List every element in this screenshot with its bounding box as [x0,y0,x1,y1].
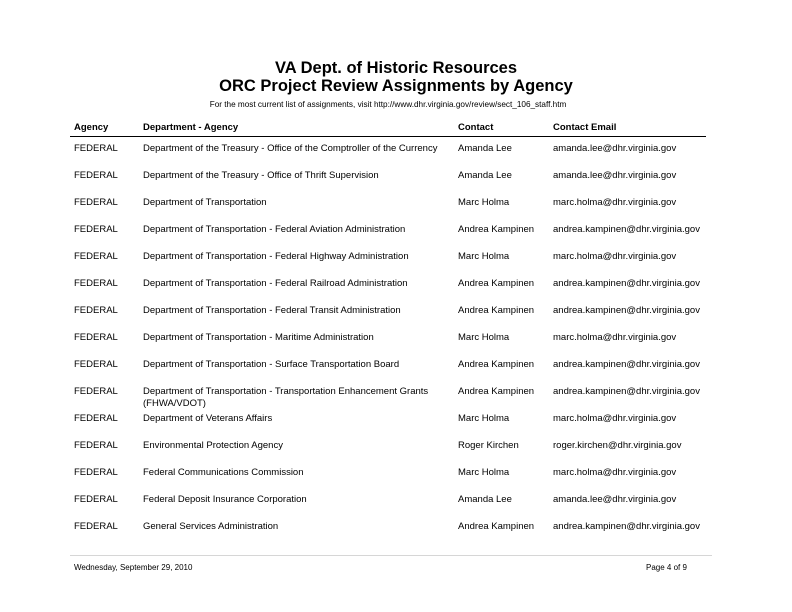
row-department: Department of the Treasury - Office of Thrift Supervision [143,170,379,181]
row-email: marc.holma@dhr.virginia.gov [553,467,677,478]
row-email: andrea.kampinen@dhr.virginia.gov [553,305,700,316]
footer-divider [70,555,712,556]
column-header-contact: Contact [458,122,494,133]
row-department: Federal Deposit Insurance Corporation [143,494,307,505]
row-agency: FEDERAL [74,305,118,316]
row-department: Department of Transportation - Surface Transportation Board [143,359,400,370]
column-header-agency: Agency [74,122,109,133]
row-contact: Andrea Kampinen [458,521,535,532]
header-divider [70,136,706,137]
row-contact: Andrea Kampinen [458,305,535,316]
row-contact: Andrea Kampinen [458,224,535,235]
row-agency: FEDERAL [74,332,118,343]
row-email: marc.holma@dhr.virginia.gov [553,197,677,208]
row-email: amanda.lee@dhr.virginia.gov [553,494,677,505]
row-contact: Marc Holma [458,332,510,343]
row-department: Department of Transportation - Federal Aviation Administration [143,224,406,235]
row-agency: FEDERAL [74,413,118,424]
row-contact: Marc Holma [458,467,510,478]
row-department: Department of Transportation - Transportation Enhancement Grants (FHWA/VDOT) [143,386,429,409]
row-agency: FEDERAL [74,143,118,154]
row-contact: Marc Holma [458,197,510,208]
row-contact: Amanda Lee [458,494,512,505]
row-department: Department of Transportation - Federal Railroad Administration [143,278,408,289]
row-agency: FEDERAL [74,386,118,397]
row-contact: Andrea Kampinen [458,359,535,370]
row-email: marc.holma@dhr.virginia.gov [553,413,677,424]
row-email: andrea.kampinen@dhr.virginia.gov [553,521,700,532]
row-department: Department of Transportation - Federal Transit Administration [143,305,401,316]
row-email: andrea.kampinen@dhr.virginia.gov [553,224,700,235]
row-department: Department of Transportation [143,197,267,208]
row-department: General Services Administration [143,521,279,532]
row-agency: FEDERAL [74,521,118,532]
row-email: amanda.lee@dhr.virginia.gov [553,170,677,181]
row-contact: Andrea Kampinen [458,386,535,397]
row-email: andrea.kampinen@dhr.virginia.gov [553,359,700,370]
row-agency: FEDERAL [74,278,118,289]
row-agency: FEDERAL [74,224,118,235]
row-agency: FEDERAL [74,467,118,478]
row-contact: Amanda Lee [458,170,512,181]
row-email: marc.holma@dhr.virginia.gov [553,332,677,343]
row-email: andrea.kampinen@dhr.virginia.gov [553,386,700,397]
row-contact: Marc Holma [458,251,510,262]
row-department: Department of Transportation - Maritime Administration [143,332,374,343]
page-number: Page 4 of 9 [646,563,687,572]
row-agency: FEDERAL [74,359,118,370]
row-department: Federal Communications Commission [143,467,304,478]
column-header-email: Contact Email [553,122,617,133]
row-agency: FEDERAL [74,170,118,181]
assignment-note: For the most current list of assignments, visit http://www.dhr.virginia.gov/review/sect_106_staff.htm [209,100,567,109]
row-department: Department of Transportation - Federal Highway Administration [143,251,409,262]
row-agency: FEDERAL [74,440,118,451]
footer-date: Wednesday, September 29, 2010 [74,563,193,572]
row-contact: Amanda Lee [458,143,512,154]
row-contact: Roger Kirchen [458,440,519,451]
row-department: Environmental Protection Agency [143,440,283,451]
report-title: VA Dept. of Historic Resources [274,59,518,77]
row-contact: Marc Holma [458,413,510,424]
row-email: andrea.kampinen@dhr.virginia.gov [553,278,700,289]
report-subtitle-title: ORC Project Review Assignments by Agency [219,77,573,95]
row-agency: FEDERAL [74,197,118,208]
row-email: marc.holma@dhr.virginia.gov [553,251,677,262]
row-department: Department of the Treasury - Office of the Comptroller of the Currency [143,143,438,154]
row-contact: Andrea Kampinen [458,278,535,289]
row-email: roger.kirchen@dhr.virginia.gov [553,440,682,451]
row-agency: FEDERAL [74,494,118,505]
column-header-department: Department - Agency [143,122,239,133]
row-agency: FEDERAL [74,251,118,262]
row-department: Department of Veterans Affairs [143,413,273,424]
row-email: amanda.lee@dhr.virginia.gov [553,143,677,154]
